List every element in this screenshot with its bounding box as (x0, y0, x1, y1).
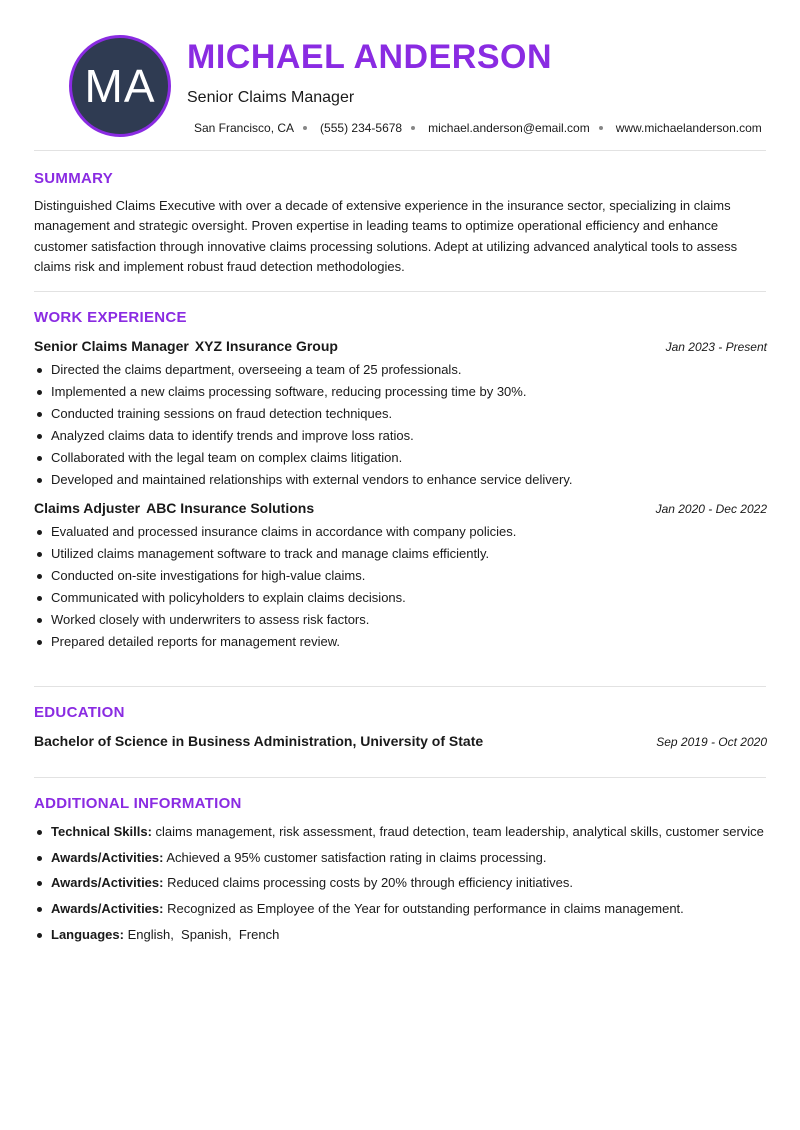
contact-email[interactable]: michael.anderson@email.com (428, 121, 590, 135)
education-degree: Bachelor of Science in Business Administration, University of State (34, 733, 484, 749)
job-bullets (34, 359, 767, 491)
summary-section (34, 170, 767, 277)
list-item: Conducted training sessions on fraud detection techniques. (34, 403, 767, 425)
education-heading: EDUCATION (34, 704, 125, 721)
item-text: Reduced claims processing costs by 20% through efficiency initiatives. (163, 875, 573, 890)
job-dates: Jan 2023 - Present (665, 340, 767, 354)
contact-website[interactable]: www.michaelanderson.com (615, 121, 762, 135)
list-item: Implemented a new claims processing software, reducing processing time by 30%. (34, 381, 767, 403)
item-label: Awards/Activities: (51, 900, 164, 916)
summary-heading: SUMMARY (34, 170, 114, 187)
job-company: XYZ Insurance Group (194, 338, 338, 354)
candidate-name: MICHAEL ANDERSON (187, 38, 553, 76)
experience-section (34, 309, 767, 653)
additional-heading: ADDITIONAL INFORMATION (34, 795, 242, 812)
item-text: Achieved a 95% customer satisfaction rating in claims processing. (163, 849, 547, 865)
separator-dot (411, 126, 415, 130)
section-divider (34, 150, 766, 151)
list-item: Communicated with policyholders to explain claims decisions. (34, 587, 767, 609)
job-company: ABC Insurance Solutions (146, 500, 315, 516)
job-dates: Jan 2020 - Dec 2022 (655, 502, 767, 516)
contact-phone: (555) 234-5678 (320, 121, 403, 135)
job-header (34, 500, 767, 516)
candidate-title: Senior Claims Manager (187, 89, 355, 106)
job-role: Claims Adjuster (34, 500, 141, 516)
separator-dot (599, 126, 603, 130)
job-role: Senior Claims Manager (34, 338, 189, 354)
section-divider (34, 291, 766, 292)
contact-location: San Francisco, CA (194, 121, 295, 135)
avatar (69, 35, 171, 137)
list-item: Directed the claims department, overseeing a team of 25 professionals. (34, 359, 767, 381)
list-item (34, 847, 767, 869)
item-text: claims management, risk assessment, fraud detection, team leadership, analytical skills, customer service (151, 824, 764, 839)
item-label: Awards/Activities: (51, 849, 164, 865)
education-dates: Sep 2019 - Oct 2020 (656, 735, 767, 749)
list-item: Prepared detailed reports for management review. (34, 631, 767, 653)
job-entry (34, 338, 767, 491)
list-item (34, 821, 767, 843)
resume-header (34, 0, 766, 150)
list-item: Collaborated with the legal team on complex claims litigation. (34, 447, 767, 469)
additional-list (34, 821, 767, 946)
summary-text: Distinguished Claims Executive with over a decade of extensive experience in the insurance sector, specializing in claims management and strategic oversight. Proven expertise in leading teams to optimize operational efficiency and enhance customer satisfaction through innovative claims processing solutions. Adept at utilizing advanced analytical tools to assess claims risk and implement robust fraud detection methodologies. (34, 198, 738, 274)
job-header (34, 338, 767, 354)
experience-heading: WORK EXPERIENCE (34, 309, 187, 326)
additional-section (34, 795, 767, 949)
contact-info (194, 121, 762, 135)
list-item: Analyzed claims data to identify trends and improve loss ratios. (34, 425, 767, 447)
list-item: Conducted on-site investigations for high-value claims. (34, 565, 767, 587)
avatar-initials: MA (84, 60, 156, 112)
list-item (34, 924, 767, 946)
item-label: Technical Skills: (51, 824, 152, 839)
list-item: Evaluated and processed insurance claims in accordance with company policies. (34, 521, 767, 543)
education-entry (34, 733, 767, 749)
list-item: Worked closely with underwriters to assess risk factors. (34, 609, 767, 631)
list-item (34, 898, 767, 920)
section-divider (34, 686, 766, 687)
list-item: Developed and maintained relationships with external vendors to enhance service delivery. (34, 469, 767, 491)
section-divider (34, 777, 766, 778)
item-label: Languages: (51, 926, 124, 942)
job-bullets (34, 521, 767, 653)
list-item: Utilized claims management software to track and manage claims efficiently. (34, 543, 767, 565)
list-item (34, 872, 767, 894)
item-text: English, Spanish, French (123, 926, 280, 942)
item-label: Awards/Activities: (51, 875, 164, 890)
separator-dot (303, 126, 307, 130)
item-text: Recognized as Employee of the Year for outstanding performance in claims management. (163, 900, 684, 916)
education-section (34, 704, 767, 749)
job-entry (34, 500, 767, 653)
